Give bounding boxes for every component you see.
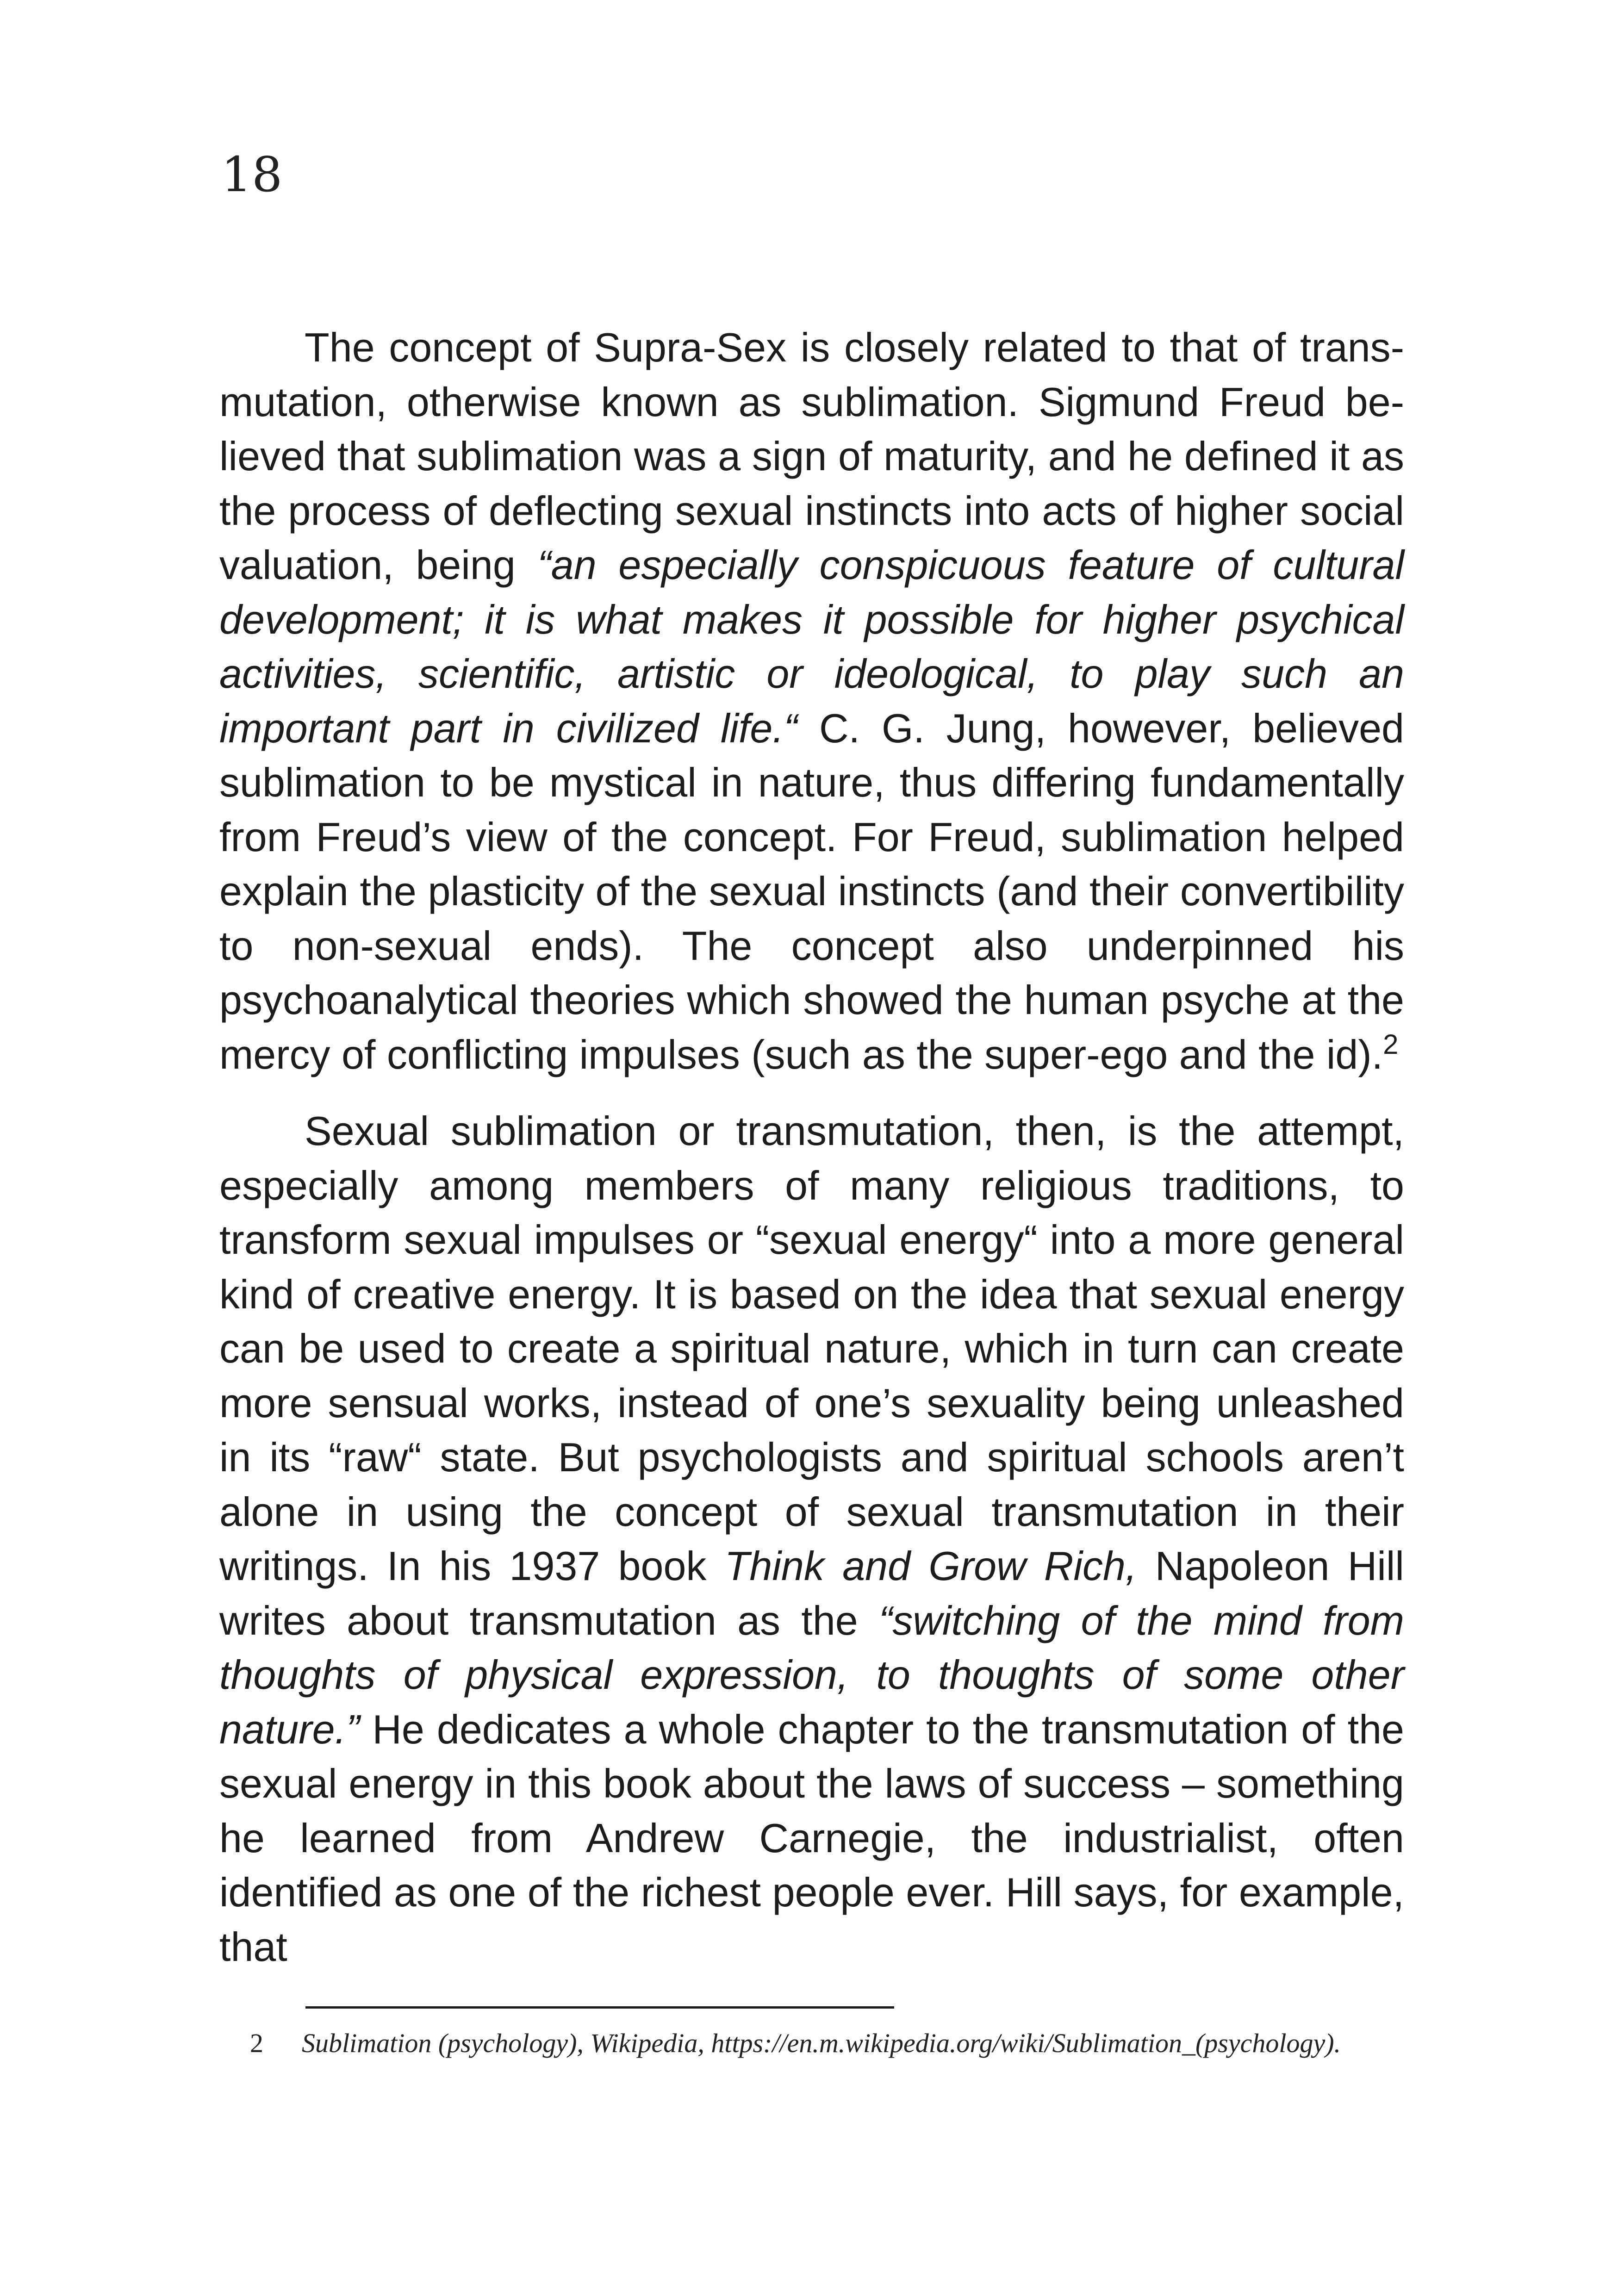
paragraph-1-text-a: The concept of Supra-Sex is closely related to that of transmutation, otherwise known as sublimation. Sigmund Freud believed that sublimation was a sign of maturity, and he defined it as the process of deflecting sexual instincts into acts of higher social valuation, being (219, 324, 1404, 588)
page-number: 18 (221, 146, 283, 203)
paragraph-1-text-b: C. G. Jung, however, believed sublimation to be mystical in nature, thus differing fundamentally from Freud’s view of the concept. For Freud, sublimation helped explain the plasticity of the sexual instincts (and their convertibility to non-sexual ends). The concept also underpinned his psychoanalytical theories which showed the human psyche at the mercy of conflicting impulses (such as the super-ego and the id). (219, 705, 1404, 1077)
paragraph-2 (219, 1104, 1404, 1974)
book-title: Think and Grow Rich, (724, 1543, 1137, 1589)
body-text (219, 320, 1404, 1974)
freud-quote: “an especially conspicuous feature of cultural development; it is what makes it possible for higher psychical activities, scientific, artistic or ideological, to play such an important part in civilized life.“ (219, 542, 1405, 751)
paragraph-2-text-a: Sexual sublimation or transmutation, then, is the attempt, especially among members of many religious traditions, to transform sexual impulses or “sexual energy“ into a more general kind of creative energy. It is based on the idea that sexual energy can be used to create a spiritual nature, which in turn can create more sensual works, instead of one’s sexuality being unleashed in its “raw“ state. But psychologists and spiritual schools aren’t alone in using the concept of sexual transmutation in their writings. In his 1937 book (219, 1108, 1404, 1589)
footnote-divider (305, 2006, 894, 2009)
footnote-text: Sublimation (psychology), Wikipedia, https://en.m.wikipedia.org/wiki/Sublimation_(psychology). (302, 2028, 1341, 2058)
hill-quote: “switching of the mind from thoughts of physical expression, to thoughts of some other nature.” (219, 1597, 1404, 1752)
paragraph-2-text-b: Napoleon Hill writes about transmutation as the (219, 1543, 1404, 1643)
paragraph-2-text-c: He dedicates a whole chapter to the transmutation of the sexual energy in this book about the laws of success – something he learned from Andrew Carnegie, the industrialist, often identified as one of the richest people ever. Hill says, for example, that (219, 1706, 1404, 1970)
footnote-reference: 2 (1383, 1028, 1399, 1060)
footnote-number: 2 (250, 2028, 263, 2058)
paragraph-1 (219, 320, 1404, 1082)
footnote (250, 2026, 1407, 2060)
